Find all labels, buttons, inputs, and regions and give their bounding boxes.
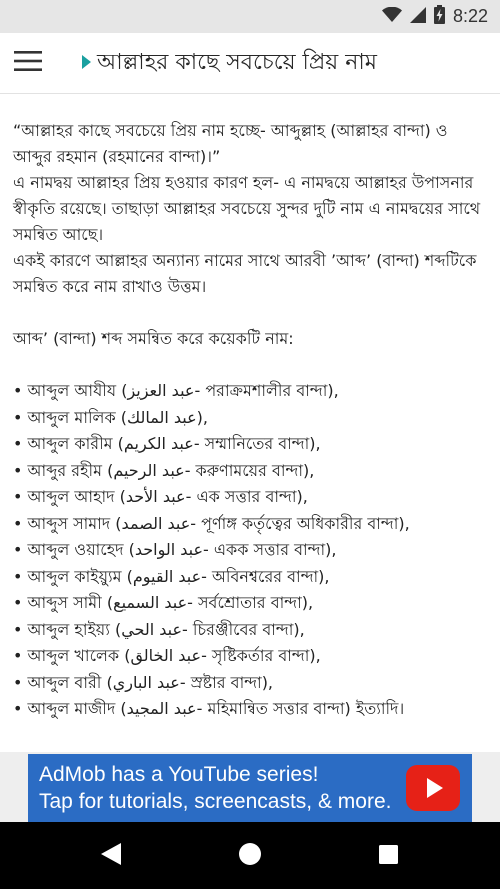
triangle-right-icon: [82, 54, 91, 73]
list-item: • আব্দুল আযীয (عبد العزيز- পরাক্রমশালীর বান্দা),: [13, 381, 339, 400]
article-paragraph: “আল্লাহর কাছে সবচেয়ে প্রিয় নাম হচ্ছে- আব্দুল্লাহ (আল্লাহর বান্দা) ও আব্দুর রহমান (রহমানের বান্দা)।”: [13, 121, 448, 166]
list-item: • আব্দুল বারী (عبد الباري- স্রষ্টার বান্দা),: [13, 672, 274, 692]
back-button[interactable]: [95, 840, 127, 872]
ad-area: [0, 752, 500, 822]
hamburger-menu-icon: [14, 51, 42, 75]
cell-signal-icon: [410, 7, 426, 27]
list-item: • আব্দুল কারীম (عبد الكريم- সম্মানিতের বান্দা),: [13, 434, 321, 453]
home-button[interactable]: [234, 840, 266, 872]
menu-button[interactable]: [12, 49, 44, 77]
names-list: [13, 378, 491, 723]
list-item: • আব্দুল মাজীদ (عبد المجيد- মহিমান্বিত সত্তার বান্দা) ইত্যাদি।: [13, 699, 405, 718]
list-item: • আব্দুল আহাদ (عبد الأحد- এক সত্তার বান্দা),: [13, 487, 308, 506]
article-paragraph: এ নামদ্বয় আল্লাহর প্রিয় হওয়ার কারণ হল- এ নামদ্বয়ে আল্লাহর উপাসনার স্বীকৃতি রয়েছে। তাছাড়া আল্লাহর সবচেয়ে সুন্দর দুটি নাম এ নামদ্বয়ের সাথে সমন্বিত আছে।: [13, 173, 481, 244]
ad-text: [39, 761, 391, 815]
status-time: 8:22: [452, 6, 488, 26]
paragraph-gap: [13, 300, 491, 326]
list-heading: আব্দ’ (বান্দা) শব্দ সমন্বিত করে কয়েকটি নাম:: [13, 329, 294, 348]
back-triangle-icon: [101, 843, 121, 869]
status-bar: [0, 0, 500, 33]
list-item: • আব্দুস সামী (عبد السميع- সর্বশ্রোতার বান্দা),: [13, 593, 314, 612]
app-bar: [0, 33, 500, 94]
page-title: আল্লাহর কাছে সবচেয়ে প্রিয় নাম: [97, 49, 377, 75]
battery-charging-icon: [434, 5, 445, 28]
recents-button[interactable]: [372, 840, 404, 872]
ad-line-2: Tap for tutorials, screencasts, & more.: [39, 790, 392, 813]
system-nav-bar: [0, 822, 500, 889]
list-item: • আব্দুল ওয়াহেদ (عبد الواحد- একক সত্তার বান্দা),: [13, 540, 337, 559]
status-icons: [382, 0, 488, 33]
youtube-play-icon[interactable]: [406, 765, 460, 811]
ad-banner[interactable]: [28, 754, 472, 822]
list-item: • আব্দুর রহীম (عبد الرحيم- করুণাময়ের বান্দা),: [13, 460, 315, 480]
paragraph-gap: [13, 352, 491, 378]
list-item: • আব্দুল মালিক (عبد المالك),: [13, 407, 208, 427]
list-item: • আব্দুল হাইয়্য (عبد الحي- চিরঞ্জীবের বান্দা),: [13, 619, 305, 639]
list-item: • আব্দুস সামাদ (عبد الصمد- পূর্ণাঙ্গ কর্তৃত্বের অধিকারীর বান্দা),: [13, 513, 410, 533]
title-wrap: [82, 33, 377, 93]
article-content: [13, 118, 491, 723]
home-circle-icon: [239, 843, 261, 869]
list-item: • আব্দুল খালেক (عبد الخالق- সৃষ্টিকর্তার বান্দা),: [13, 646, 321, 665]
wifi-icon: [382, 7, 402, 27]
article-paragraph: একই কারণে আল্লাহর অন্যান্য নামের সাথে আরবী ’আব্দ’ (বান্দা) শব্দটিকে সমন্বিত করে নাম রাখাও উত্তম।: [13, 251, 477, 296]
recents-square-icon: [379, 845, 398, 868]
ad-line-1: AdMob has a YouTube series!: [39, 763, 319, 786]
list-item: • আব্দুল কাইয়্যুম (عبد القيوم- অবিনশ্বরের বান্দা),: [13, 566, 330, 586]
